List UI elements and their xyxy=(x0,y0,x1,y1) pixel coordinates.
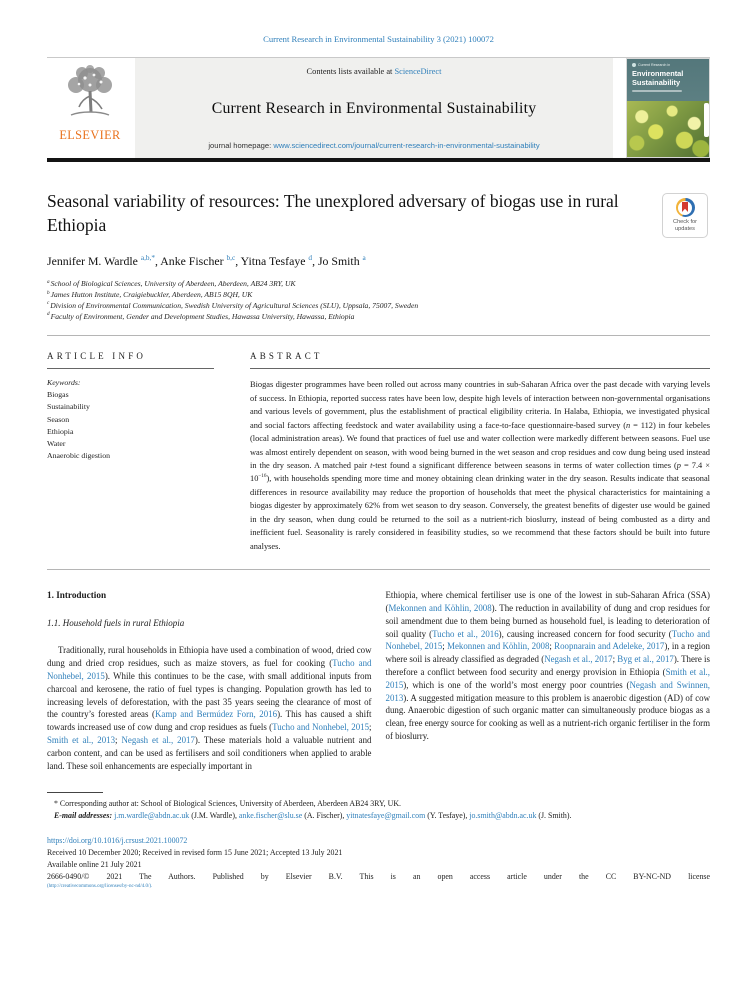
header-divider-bar xyxy=(47,158,710,162)
article-title: Seasonal variability of resources: The unexplored adversary of biogas use in rural Ethiopia xyxy=(47,191,619,236)
footnote-rule xyxy=(47,792,103,793)
article-footer xyxy=(47,835,710,871)
cover-title: Environmental Sustainability xyxy=(632,69,684,87)
subsection-heading: 1.1. Household fuels in rural Ethiopia xyxy=(47,618,185,629)
journal-homepage-link[interactable]: www.sciencedirect.com/journal/current-research-in-environmental-sustainability xyxy=(273,141,540,150)
cover-side-strip xyxy=(704,103,709,137)
contents-line xyxy=(307,67,442,76)
keyword: Anaerobic digestion xyxy=(47,450,111,460)
affiliations xyxy=(47,279,710,322)
contents-prefix: Contents lists available at xyxy=(306,67,395,76)
journal-title: Current Research in Environmental Sustainability xyxy=(211,99,537,117)
cover-kicker: Current Research in xyxy=(632,63,704,67)
elsevier-tree-icon xyxy=(59,64,121,122)
keyword: Sustainability xyxy=(47,402,90,412)
article-info-column xyxy=(47,351,250,553)
abstract-text: Biogas digester programmes have been rolled out across many countries in sub-Saharan Africa over the past decade with varying levels of success. In Ethiopia, reported success rates have been low, despite high levels of interaction between non-governmental organisations and various levels of government, plus the establishment of practical eligibility criteria. In Halaba, Ethiopia, we investigated physical and social factors affecting feedstock and water availability using a face-to-face questionnaire-based survey (n = 112) in four kebeles (local administration areas). We found that practices of fuel use and water collection were markedly different between seasons. Fuel use was almost entirely dependent on season, with wood being burned in the wet season and crop residues and cow dung being used instead in the dry season. A matched pair t-test found a significant difference between seasons in terms of water collection times $(p = 7.4 \times 10^{-16})$, with households spending more time and money obtaining clean drinking water in the dry season. Results indicate that seasonal differences in resource availability may reduce the proportion of households that meet the physical characteristics for maintaining a biogas digester by approximately 62% from wet season to dry season. Conversely, the greatest benefits of digester use would be gained in the dry season, when dung could be returned to the soil as a nutrient-rich bioslurry, instead of being combusted as a dirty and inefficient fuel. Seasonality is rarely considered in feasibility studies, so we recommend that these factors should be built into future analyses. xyxy=(250,380,711,551)
body-columns xyxy=(47,589,710,772)
affiliation-row: $^c$Division of Environmental Communication, Swedish University of Agricultural Sciences (SLU), Uppsala, 75007, Sweden xyxy=(47,300,419,310)
available-online: Available online 21 July 2021 xyxy=(47,860,142,870)
homepage-line xyxy=(208,141,539,150)
email-addresses-line: E-mail addresses: j.m.wardle@abdn.ac.uk (J.M. Wardle), anke.fischer@slu.se (A. Fischer), yitnatesfaye@gmail.com (Y. Tesfaye), jo.smith@abdn.ac.uk (J. Smith). xyxy=(54,811,572,821)
affiliation-row: $^a$School of Biological Sciences, University of Aberdeen, Aberdeen, AB24 3RY, UK xyxy=(47,278,296,289)
license-url-link[interactable]: (http://creativecommons.org/licenses/by-nc-nd/4.0/). xyxy=(47,884,153,890)
body-paragraph: Ethiopia, where chemical fertiliser use is one of the lowest in sub-Saharan Africa (SSA) (Mekonnen and Köhlin, 2008). The reduction in availability of dung and crop residues for soil amendment due to them being burned as household fuel, is leading to deterioration of soil quality (Tucho et al., 2016), causing increased concern for food security (Tucho and Nonhebel, 2015; Mekonnen and Köhlin, 2008; Roopnarain and Adeleke, 2017), in a region where soil is already classified as degraded (Negash et al., 2017; Byg et al., 2017). There is therefore a conflict between food security and energy provision in Ethiopia (Smith et al., 2015), which is one of the world’s most energy poor countries (Negash and Swinnen, 2013). A suggested mitigation measure to this problem is anaerobic digestion (AD) of cow dung. Anaerobic digestion of such organic matter can simultaneously produce biogas as a clean, free energy source for cooking as well as a nutrient-rich organic fertiliser in the form of bioslurry. xyxy=(385,590,710,742)
cover-subtitle-line xyxy=(632,90,682,92)
journal-cover-thumbnail[interactable] xyxy=(626,58,710,158)
elsevier-wordmark: ELSEVIER xyxy=(59,128,121,142)
keyword: Water xyxy=(47,438,66,448)
cover-masthead xyxy=(627,59,709,105)
body-paragraph: Traditionally, rural households in Ethiopia have used a combination of wood, dried cow dung and dried crop residues, such as maize stovers, as fuel for cooking (Tucho and Nonhebel, 2015). While this continues to be the case, with small additional inputs from charcoal and kerosene, the ratio of fuel types is changing. Population growth has led to increasing levels of deforestation, with the past 35 years seeing the clearance of most of the country’s forested areas (Kamp and Bermúdez Forn, 2016). This has caused a shift towards increased use of cow dung and crop residues as fuels (Tucho and Nonhebel, 2015; Smith et al., 2013; Negash et al., 2017). These materials hold a valuable nutrient and carbon content, and can be used as fertilisers and soil conditioners when applied to arable land. These soil enhancements are especially important in xyxy=(47,645,372,771)
running-head-journal-ref: Current Research in Environmental Sustainability 3 (2021) 100072 xyxy=(263,34,494,44)
received-dates: Received 10 December 2020; Received in revised form 15 June 2021; Accepted 13 July 2021 xyxy=(47,848,343,858)
author-list: Jennifer M. Wardle $^{a,b,*}$, Anke Fischer $^{b,c}$, Yitna Tesfaye $^d$, Jo Smith $^a$ xyxy=(47,253,366,269)
banner-left xyxy=(47,58,613,158)
keyword: Ethiopia xyxy=(47,426,74,436)
badge-label: Check for updates xyxy=(673,219,697,233)
heading-rule xyxy=(47,368,214,369)
body-right-column xyxy=(386,589,711,772)
title-row xyxy=(47,189,710,237)
section-heading-introduction: 1. Introduction xyxy=(47,590,107,601)
corresponding-author-note: * Corresponding author at: School of Biological Sciences, University of Aberdeen, Aberdeen AB24 3RY, UK. xyxy=(54,799,401,809)
article-info-heading: ARTICLE INFO xyxy=(47,351,147,362)
affiliation-row: $^d$Faculty of Environment, Gender and Development Studies, Hawassa University, Hawassa, Ethiopia xyxy=(47,311,355,321)
doi-link[interactable]: https://doi.org/10.1016/j.crsust.2021.100072 xyxy=(47,836,188,846)
cover-photo xyxy=(627,101,709,157)
homepage-prefix: journal homepage: xyxy=(208,141,274,150)
journal-header-banner xyxy=(47,57,710,158)
elsevier-logo[interactable] xyxy=(47,58,135,158)
heading-rule xyxy=(250,368,710,369)
crossmark-icon xyxy=(676,198,695,217)
article-info-abstract-block xyxy=(47,351,710,553)
banner-center xyxy=(135,58,613,158)
body-left-column xyxy=(47,589,372,772)
cover-logo-icon xyxy=(632,63,636,67)
abstract-column xyxy=(250,351,710,553)
affiliation-row: $^b$James Hutton Institute, Craigiebuckler, Aberdeen, AB15 8QH, UK xyxy=(47,289,253,300)
keyword: Biogas xyxy=(47,390,69,400)
check-for-updates-button[interactable] xyxy=(662,193,708,238)
issn-copyright-line: 2666-0490/© 2021 The Authors. Published by Elsevier B.V. This is an open access article under the CC BY-NC-ND license xyxy=(47,872,710,882)
keyword: Season xyxy=(47,414,70,424)
section-divider xyxy=(47,569,710,570)
sciencedirect-link[interactable]: ScienceDirect xyxy=(394,67,442,76)
abstract-heading: ABSTRACT xyxy=(250,351,323,362)
keywords-label: Keywords: xyxy=(47,378,81,388)
section-divider xyxy=(47,335,710,336)
